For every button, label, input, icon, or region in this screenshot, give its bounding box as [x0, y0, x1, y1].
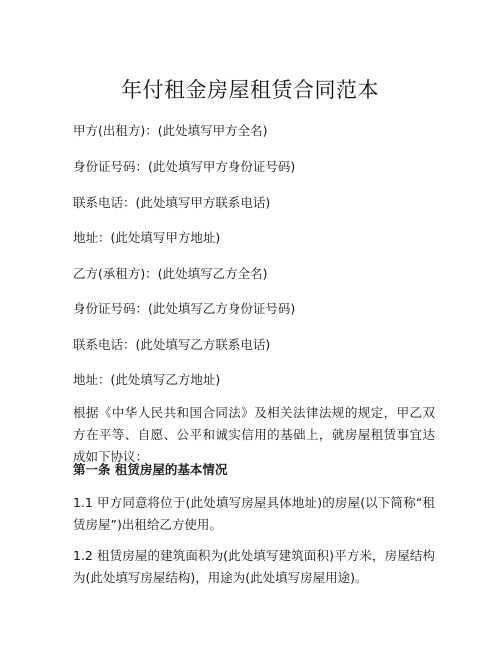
party-b-address: 地址：(此处填写乙方地址)	[73, 372, 221, 387]
party-b-phone: 联系电话：(此处填写乙方联系电话)	[73, 337, 271, 352]
document-title: 年付租金房屋租赁合同范本	[121, 78, 379, 102]
party-a-address: 地址：(此处填写甲方地址)	[73, 230, 221, 245]
article-1-heading: 第一条 租赁房屋的基本情况	[73, 462, 228, 477]
party-b-id-number: 身份证号码：(此处填写乙方身份证号码)	[73, 301, 296, 316]
party-b-name: 乙方(承租方)：(此处填写乙方全名)	[73, 266, 268, 281]
party-a-id-number: 身份证号码：(此处填写甲方身份证号码)	[73, 159, 296, 174]
clause-1-2: 1.2 租赁房屋的建筑面积为(此处填写建筑面积)平方米，房屋结构为(此处填写房屋结构)，用途为(此处填写房屋用途)。	[73, 548, 435, 585]
preamble-paragraph: 根据《中华人民共和国合同法》及相关法律法规的规定，甲乙双方在平等、自愿、公平和诚实信用的基础上，就房屋租赁事宜达成如下协议：	[73, 405, 435, 464]
party-a-phone: 联系电话：(此处填写甲方联系电话)	[73, 195, 271, 210]
clause-1-1: 1.1 甲方同意将位于(此处填写房屋具体地址)的房屋(以下简称“租赁房屋”)出租给乙方使用。	[73, 495, 435, 532]
party-a-name: 甲方(出租方)：(此处填写甲方全名)	[73, 123, 268, 138]
